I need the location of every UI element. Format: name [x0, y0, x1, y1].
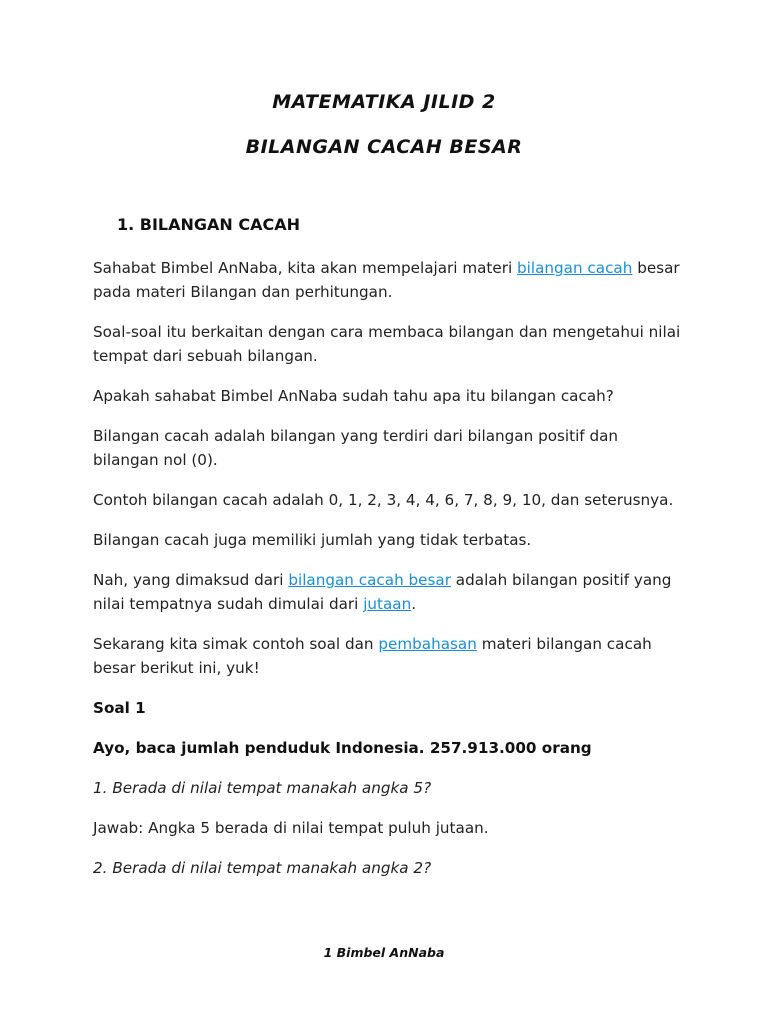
paragraph-text: Sekarang kita simak contoh soal dan: [93, 635, 379, 653]
paragraph-intro: [93, 256, 683, 304]
link-pembahasan[interactable]: pembahasan: [378, 635, 477, 653]
paragraph-text: .: [411, 595, 417, 613]
page-footer: 1 Bimbel AnNaba: [323, 945, 445, 960]
document-body: [93, 256, 683, 896]
paragraph-invitation: [93, 632, 683, 680]
paragraph-infinite: Bilangan cacah juga memiliki jumlah yang tidak terbatas.: [93, 531, 532, 549]
paragraph-text: materi bilangan cacah besar berikut ini, yuk!: [93, 635, 652, 677]
document-subtitle: BILANGAN CACAH BESAR: [245, 136, 523, 158]
paragraph-text: Nah, yang dimaksud dari: [93, 571, 289, 589]
paragraph-text: adalah bilangan positif yang nilai tempatnya sudah dimulai dari: [93, 571, 672, 613]
question-1: 1. Berada di nilai tempat manakah angka 5?: [93, 779, 432, 797]
paragraph-question: Apakah sahabat Bimbel AnNaba sudah tahu apa itu bilangan cacah?: [93, 387, 614, 405]
problem-statement: Ayo, baca jumlah penduduk Indonesia. 257.913.000 orang: [93, 739, 592, 757]
link-jutaan[interactable]: jutaan: [363, 595, 412, 613]
link-bilangan-cacah[interactable]: bilangan cacah: [517, 259, 633, 277]
question-2: 2. Berada di nilai tempat manakah angka 2?: [93, 859, 432, 877]
paragraph-definition: Bilangan cacah adalah bilangan yang terdiri dari bilangan positif dan bilangan nol (0).: [93, 427, 619, 469]
section-heading: 1. BILANGAN CACAH: [117, 215, 301, 234]
paragraph-large-number-definition: [93, 568, 683, 616]
link-bilangan-cacah-besar[interactable]: bilangan cacah besar: [288, 571, 451, 589]
paragraph-example: Contoh bilangan cacah adalah 0, 1, 2, 3, 4, 4, 6, 7, 8, 9, 10, dan seterusnya.: [93, 491, 674, 509]
paragraph-soal-description: Soal-soal itu berkaitan dengan cara membaca bilangan dan mengetahui nilai tempat dari sebuah bilangan.: [93, 323, 681, 365]
paragraph-text: Sahabat Bimbel AnNaba, kita akan mempelajari materi: [93, 259, 518, 277]
answer-1: Jawab: Angka 5 berada di nilai tempat puluh jutaan.: [93, 819, 489, 837]
problem-label: Soal 1: [93, 699, 146, 717]
paragraph-text: besar pada materi Bilangan dan perhitungan.: [93, 259, 680, 301]
document-title: MATEMATIKA JILID 2: [272, 91, 496, 113]
